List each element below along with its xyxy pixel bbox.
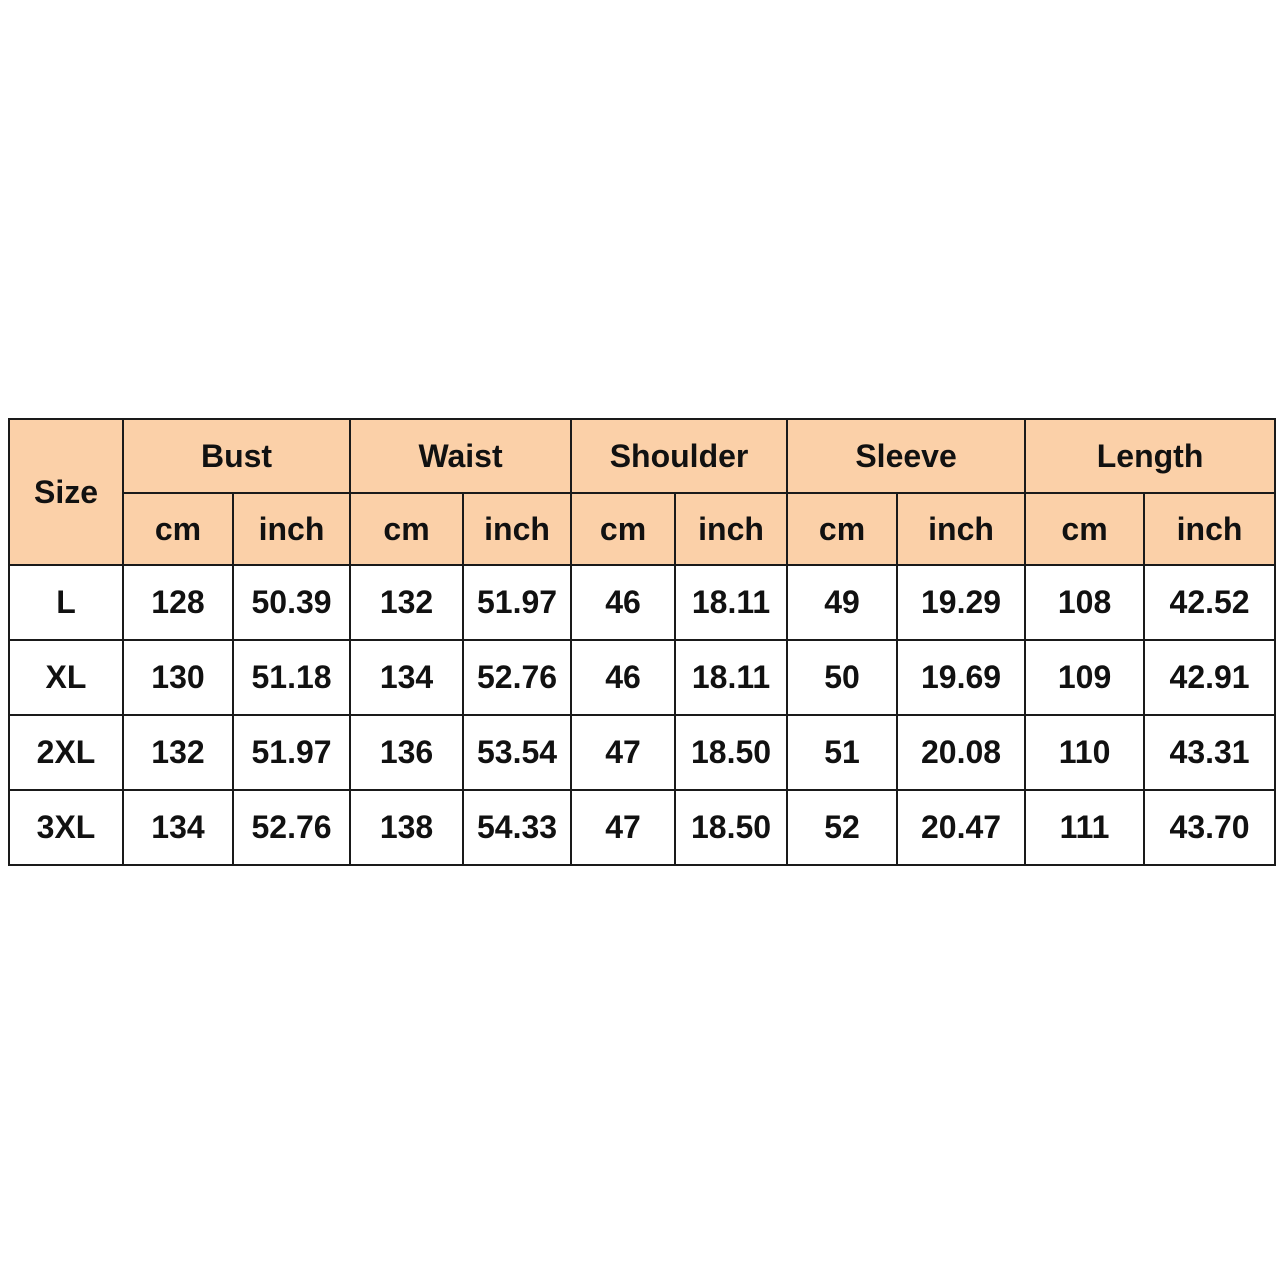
table-cell: 42.91: [1144, 640, 1275, 715]
unit-header: cm: [787, 493, 897, 565]
table-cell: 51.97: [463, 565, 571, 640]
size-chart-table: [8, 418, 1276, 866]
table-cell: 46: [571, 565, 675, 640]
group-header-waist: Waist: [350, 419, 571, 493]
table-cell: 18.50: [675, 790, 787, 865]
unit-header: cm: [123, 493, 233, 565]
table-cell: 109: [1025, 640, 1144, 715]
table-cell: 134: [123, 790, 233, 865]
group-header-sleeve: Sleeve: [787, 419, 1025, 493]
table-cell: 19.29: [897, 565, 1025, 640]
table-cell: 42.52: [1144, 565, 1275, 640]
group-header-shoulder: Shoulder: [571, 419, 787, 493]
table-cell: 43.31: [1144, 715, 1275, 790]
table-cell: 18.11: [675, 565, 787, 640]
table-cell: 47: [571, 790, 675, 865]
table-cell: 52: [787, 790, 897, 865]
unit-header: inch: [463, 493, 571, 565]
unit-header: cm: [571, 493, 675, 565]
table-cell: 20.47: [897, 790, 1025, 865]
table-cell: 52.76: [463, 640, 571, 715]
table-cell: 51.97: [233, 715, 350, 790]
table-cell: 43.70: [1144, 790, 1275, 865]
table-cell: 130: [123, 640, 233, 715]
unit-header: inch: [675, 493, 787, 565]
table-cell: 50: [787, 640, 897, 715]
table-cell: 52.76: [233, 790, 350, 865]
table-cell: 134: [350, 640, 463, 715]
table-cell: 54.33: [463, 790, 571, 865]
table-cell: 18.50: [675, 715, 787, 790]
table-cell: 49: [787, 565, 897, 640]
unit-header: cm: [350, 493, 463, 565]
table-cell: 111: [1025, 790, 1144, 865]
table-cell: 47: [571, 715, 675, 790]
table-cell: 19.69: [897, 640, 1025, 715]
size-header: Size: [9, 419, 123, 565]
header-row-groups: [9, 419, 1275, 493]
table-cell: 128: [123, 565, 233, 640]
group-header-bust: Bust: [123, 419, 350, 493]
table-cell: 138: [350, 790, 463, 865]
header-row-units: [9, 493, 1275, 565]
table-cell: 18.11: [675, 640, 787, 715]
unit-header: cm: [1025, 493, 1144, 565]
table-cell: 136: [350, 715, 463, 790]
unit-header: inch: [897, 493, 1025, 565]
table-row: [9, 715, 1275, 790]
size-cell: XL: [9, 640, 123, 715]
table-row: [9, 790, 1275, 865]
table-cell: 20.08: [897, 715, 1025, 790]
table-cell: 50.39: [233, 565, 350, 640]
table-cell: 132: [350, 565, 463, 640]
table-cell: 132: [123, 715, 233, 790]
table-row: [9, 640, 1275, 715]
size-cell: 3XL: [9, 790, 123, 865]
table-cell: 46: [571, 640, 675, 715]
size-cell: L: [9, 565, 123, 640]
table-cell: 53.54: [463, 715, 571, 790]
table-cell: 110: [1025, 715, 1144, 790]
group-header-length: Length: [1025, 419, 1275, 493]
table-cell: 51: [787, 715, 897, 790]
unit-header: inch: [1144, 493, 1275, 565]
table-cell: 51.18: [233, 640, 350, 715]
table-row: [9, 565, 1275, 640]
table-cell: 108: [1025, 565, 1144, 640]
size-cell: 2XL: [9, 715, 123, 790]
unit-header: inch: [233, 493, 350, 565]
